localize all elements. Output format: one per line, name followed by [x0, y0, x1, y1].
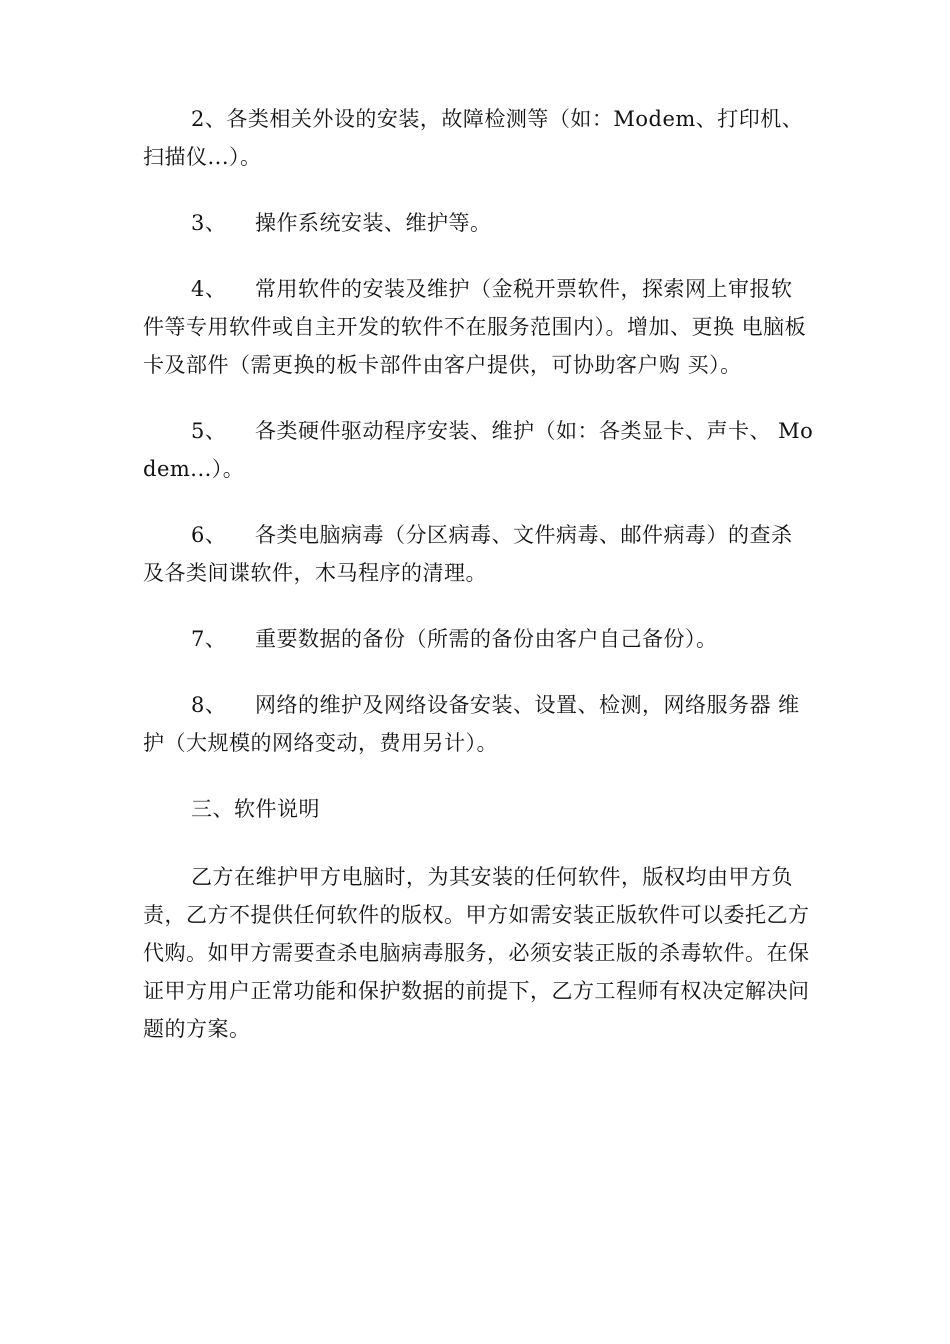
section-heading: 三、软件说明	[191, 797, 320, 821]
list-item-5-text: 各类硬件驱动程序安装、维护（如：各类显卡、声卡、 Modem...）。	[143, 419, 814, 481]
list-item-2-text: 2、各类相关外设的安装，故障检测等（如：Modem、打印机、 扫描仪...）。	[143, 107, 804, 169]
list-item-4-number: 4、	[191, 277, 227, 301]
list-item-5	[143, 412, 818, 488]
list-item-6	[143, 516, 818, 592]
list-item-7	[143, 620, 818, 658]
list-item-8-number: 8、	[191, 693, 227, 717]
list-item-3	[143, 204, 818, 242]
list-item-6-number: 6、	[191, 523, 227, 547]
list-item-8-text: 网络的维护及网络设备安装、设置、检测，网络服务器 维护（大规模的网络变动，费用另计）。	[143, 693, 800, 755]
list-item-7-number: 7、	[191, 627, 227, 651]
list-item-7-text: 重要数据的备份（所需的备份由客户自己备份）。	[255, 627, 718, 651]
list-item-3-text: 操作系统安装、维护等。	[255, 211, 492, 235]
list-item-6-text: 各类电脑病毒（分区病毒、文件病毒、邮件病毒）的查杀 及各类间谍软件，木马程序的清理。	[143, 523, 793, 585]
list-item-2	[143, 100, 818, 176]
list-item-4-text: 常用软件的安装及维护（金税开票软件，探索网上审报软 件等专用软件或自主开发的软件不在服务范围内）。增加、更换 电脑板卡及部件（需更换的板卡部件由客户提供，可协助客户购 买）。	[143, 277, 807, 377]
list-item-8	[143, 686, 818, 762]
document-body	[143, 100, 818, 1076]
section-body: 乙方在维护甲方电脑时，为其安装的任何软件，版权均由甲方负责，乙方不提供任何软件的版权。甲方如需安装正版软件可以委托乙方代购。如甲方需要查杀电脑病毒服务，必须安装正版的杀毒软件。在保证甲方用户正常功能和保护数据的前提下，乙方工程师有权决定解决问题的方案。	[143, 865, 810, 1041]
list-item-3-number: 3、	[191, 211, 227, 235]
list-item-4	[143, 270, 818, 384]
list-item-5-number: 5、	[191, 419, 227, 443]
